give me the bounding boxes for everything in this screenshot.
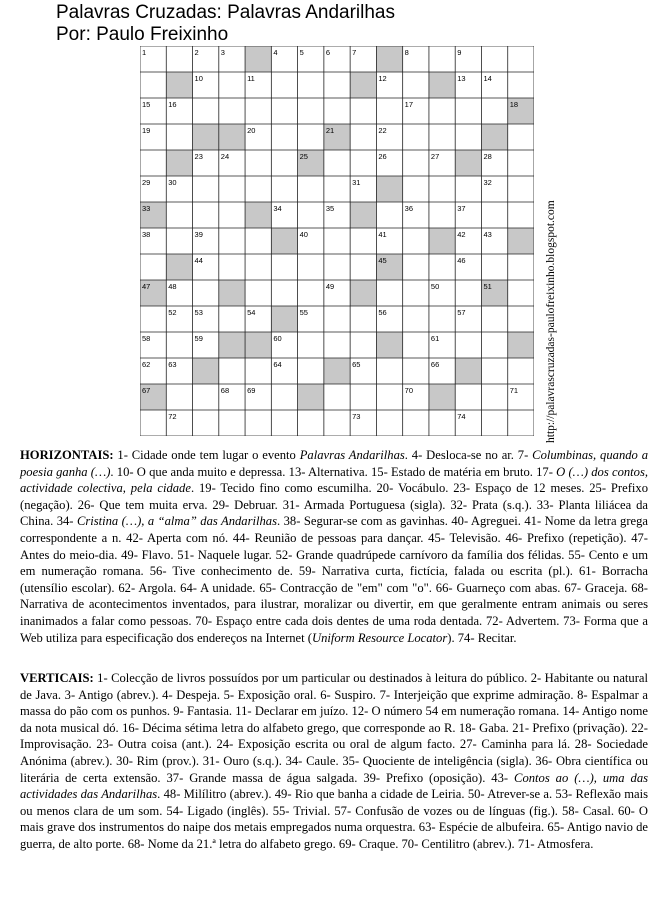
clue-number: 31 [352,178,361,187]
grid-cell[interactable] [508,150,534,176]
grid-cell[interactable] [508,72,534,98]
grid-cell[interactable] [193,410,219,436]
clue-text-italic: Palavras Andarilhas [299,448,405,462]
clue-number: 8 [404,48,409,57]
grid-cell[interactable] [271,410,297,436]
grid-cell[interactable] [508,46,534,72]
grid-cell-black [193,358,219,384]
grid-cell[interactable] [219,72,245,98]
grid-cell[interactable] [481,46,507,72]
grid-cell[interactable] [403,150,429,176]
grid-cell[interactable] [245,254,271,280]
grid-cell-black [245,46,271,72]
clue-number: 61 [430,334,440,343]
grid-cell[interactable] [166,46,192,72]
grid-cell-black [350,202,376,228]
grid-cell[interactable] [324,98,350,124]
grid-cell-black [429,72,455,98]
clue-text: 1- Colecção de livros possuídos por um particular ou destinados à leitura do público. 2- Habitante ou natural de Java. 3- Antigo (abrev.). 4- Despeja. 5- Exposição oral. 6- Suspiro. 7- Interjeição que exprime admiração. 8- Espalmar a massa do pão com os punhos. 9- Fantasia. 11- Declarar em juízo. 12- O número 54 em numeração romana. 14- Antigo nome da nota musical dó. 16- Décima sétima letra do alfabeto grego, que corresponde ao R. 18- Gaba. 21- Prefixo (privação). 22- Improvisação. 23- Outra coisa (ant.). 24- Exposição escrita ou oral de algum facto. 27- Caminha para lá. 28- Sociedade Anónima (abrev.). 30- Rim (prov.). 31- Ouro (s.q.). 34- Caule. 35- Quociente de inteligência (sigla). 36- Obra científica ou literária de certa extensão. 37- Grande massa de água salgada. 39- Prefixo (oposição). 43- [20,671,648,785]
grid-cell[interactable] [350,150,376,176]
grid-cell[interactable] [193,98,219,124]
grid-cell[interactable] [403,254,429,280]
clue-number: 46 [457,256,466,265]
grid-cell[interactable] [508,306,534,332]
grid-cell-black [193,124,219,150]
clue-number: 48 [168,282,177,291]
clue-text: . 38- Segurar-se com as gavinhas. 40- Agreguei. 41- Nome da letra grega correspondente a n. 42- Aperta com nó. 44- Reunião de pessoas para dançar. 45- Televisão. 46- Prefixo (repetição). 47- Antes do meio-dia. 49- Flavo. 51- Naquele lugar. 52- Grande quadrúpede carnívoro da família dos félidas. 55- Cento e um em numeração romana. 56- Tive conhecimento de. 59- Narrativa curta, fictícia, falada ou escrita (pl.). 61- Borracha (utensílio escolar). 62- Argola. 64- A unidade. 65- Contracção de "em" com "o". 66- Guarneço com abas. 67- Graceja. 68- Narrativa de acontecimentos inventados, para ilustrar, moralizar ou divertir, em que geralmente entram animais ou seres inanimados a falar como pessoas. 70- Espaço entre cada dois dentes de uma roda dentada. 72- Advertem. 73- Forma que a Web utiliza para especificação dos endereços na Internet ( [20,514,648,645]
grid-cell[interactable] [298,176,324,202]
clue-number: 67 [142,386,151,395]
grid-cell[interactable] [403,124,429,150]
grid-cell-black [429,228,455,254]
grid-cell[interactable] [271,98,297,124]
grid-cell[interactable] [271,254,297,280]
grid-cell-black [429,384,455,410]
clue-number: 39 [194,230,203,239]
clue-text-italic: Uniform Resource Locator [312,630,448,645]
clue-number: 65 [352,360,361,369]
grid-cell-black [219,124,245,150]
grid-cell[interactable] [508,254,534,280]
grid-cell[interactable] [245,410,271,436]
grid-cell-black [481,124,507,150]
grid-cell[interactable] [403,358,429,384]
puzzle-author: Por: Paulo Freixinho [56,24,229,45]
grid-cell[interactable] [508,124,534,150]
grid-cell-black [166,72,192,98]
grid-cell[interactable] [481,332,507,358]
clue-number: 70 [404,386,414,395]
clue-number: 41 [378,230,387,239]
grid-cell[interactable] [481,358,507,384]
clue-number: 50 [430,282,440,291]
clue-number: 35 [325,204,335,213]
grid-cell[interactable] [271,150,297,176]
clue-number: 34 [273,204,282,213]
grid-cell[interactable] [324,254,350,280]
grid-cell[interactable] [193,280,219,306]
grid-cell[interactable] [508,202,534,228]
grid-cell[interactable] [298,72,324,98]
grid-cell[interactable] [350,98,376,124]
clue-number: 27 [430,152,440,161]
clue-number: 18 [509,100,519,109]
clue-number: 30 [168,178,177,187]
clue-text-italic: Contos ao (…), uma das actividades das Andarilhas [20,770,649,802]
clue-text: . 10- O que anda muito e depressa. 13- Alternativa. 15- Estado de matéria em bruto. 17- [110,464,557,479]
clue-number: 4 [273,48,278,57]
clue-number: 53 [194,308,203,317]
grid-cell[interactable] [193,384,219,410]
vertical-clues-heading: VERTICAIS: [20,671,94,685]
grid-cell[interactable] [429,124,455,150]
puzzle-title: Palavras Cruzadas: Palavras Andarilhas [56,2,396,23]
grid-cell[interactable] [350,254,376,280]
clue-number: 66 [430,360,440,369]
grid-cell[interactable] [140,150,166,176]
grid-cell[interactable] [481,410,507,436]
horizontal-clues [20,447,648,646]
grid-cell[interactable] [508,280,534,306]
grid-cell[interactable] [219,358,245,384]
clue-number: 36 [404,204,414,213]
clue-number: 42 [457,230,466,239]
grid-cell[interactable] [324,410,350,436]
clue-number: 51 [483,282,492,291]
clue-number: 5 [299,48,304,57]
grid-cell-black [455,150,481,176]
grid-cell[interactable] [298,332,324,358]
grid-cell[interactable] [140,254,166,280]
clue-number: 63 [168,360,177,369]
grid-cell[interactable] [245,176,271,202]
grid-cell[interactable] [403,332,429,358]
clue-number: 17 [404,100,414,109]
clue-number: 38 [142,230,151,239]
grid-cell[interactable] [429,254,455,280]
crossword-grid[interactable] [140,46,534,436]
clue-number: 15 [142,100,151,109]
grid-cell-black [508,228,534,254]
horizontal-clues-text [20,448,648,645]
grid-cell-black [271,306,297,332]
grid-cell[interactable] [350,332,376,358]
grid-cell[interactable] [429,98,455,124]
grid-cell[interactable] [481,202,507,228]
clue-number: 47 [142,282,151,291]
clue-text-italic: Cristina (…), a “alma” das Andarilhas [76,514,277,529]
clue-text-italic: Columbinas, quando a poesia ganha (…) [20,448,648,479]
clue-text: ). 74- Recitar. [447,630,517,645]
grid-cell[interactable] [429,306,455,332]
clue-number: 25 [299,152,308,161]
grid-cell[interactable] [403,280,429,306]
grid-cell-black [376,46,402,72]
grid-cell[interactable] [219,228,245,254]
grid-cell[interactable] [298,254,324,280]
vertical-clues-text [20,671,648,851]
grid-cell-black [166,150,192,176]
clue-number: 52 [168,308,177,317]
grid-cell[interactable] [298,124,324,150]
clue-number: 2 [194,48,199,57]
clue-number: 40 [299,230,308,239]
clue-number: 45 [378,256,387,265]
clue-text-italic: O (…) dos contos, actividade colectiva, pela cidade [20,464,649,496]
grid-cell[interactable] [324,384,350,410]
clue-number: 73 [352,412,361,421]
grid-cell[interactable] [271,280,297,306]
clue-number: 29 [142,178,151,187]
clue-text: . 4- Desloca-se no ar. 7- [404,448,533,462]
horizontal-clues-heading: HORIZONTAIS: [20,448,114,462]
grid-cell[interactable] [140,410,166,436]
grid-cell[interactable] [350,228,376,254]
grid-cell[interactable] [298,410,324,436]
clue-number: 68 [220,386,230,395]
grid-cell[interactable] [324,150,350,176]
grid-cell[interactable] [350,384,376,410]
grid-cell[interactable] [429,46,455,72]
grid-cell[interactable] [324,332,350,358]
clue-number: 58 [142,334,151,343]
grid-cell[interactable] [403,228,429,254]
clue-number: 55 [299,308,308,317]
grid-cell[interactable] [219,254,245,280]
clue-text: . 19- Tecido fino como escumilha. 20- Vocábulo. 23- Espaço de 12 meses. 25- Prefixo (negação). 26- Que tem muita erva. 29- Debruar. 31- Armada Portuguesa (sigla). 32- Prata (s.q.). 33- Planta liliácea da China. 34- [20,481,649,529]
grid-cell[interactable] [324,306,350,332]
clue-number: 69 [247,386,256,395]
clue-number: 44 [194,256,203,265]
grid-cell[interactable] [508,410,534,436]
clue-number: 71 [509,386,519,395]
grid-cell[interactable] [271,176,297,202]
grid-cell-black [245,332,271,358]
grid-cell[interactable] [166,228,192,254]
clue-number: 56 [378,308,387,317]
clue-number: 10 [194,74,203,83]
grid-cell[interactable] [271,72,297,98]
grid-cell[interactable] [324,72,350,98]
grid-cell[interactable] [350,124,376,150]
grid-cell[interactable] [455,176,481,202]
clue-number: 32 [483,178,492,187]
grid-cell[interactable] [219,176,245,202]
grid-cell[interactable] [166,332,192,358]
clue-number: 62 [142,360,151,369]
grid-cell[interactable] [403,410,429,436]
grid-cell[interactable] [245,280,271,306]
grid-cell[interactable] [455,280,481,306]
clue-number: 21 [325,126,335,135]
clue-number: 13 [457,74,466,83]
grid-cell[interactable] [271,124,297,150]
grid-cell-black [324,358,350,384]
clue-number: 9 [457,48,462,57]
grid-cell[interactable] [324,228,350,254]
grid-cell-black [508,332,534,358]
grid-cell-black [350,72,376,98]
clue-number: 23 [194,152,203,161]
grid-cell[interactable] [245,150,271,176]
grid-cell-black [271,228,297,254]
grid-cell[interactable] [455,124,481,150]
grid-cell[interactable] [376,98,402,124]
grid-cell[interactable] [193,202,219,228]
clue-number: 49 [325,282,335,291]
grid-cell-black [219,332,245,358]
grid-cell[interactable] [429,202,455,228]
clue-number: 16 [168,100,177,109]
clue-number: 6 [325,48,331,57]
grid-cell-black [245,202,271,228]
grid-cell[interactable] [429,410,455,436]
grid-cell-black [376,332,402,358]
grid-cell[interactable] [403,306,429,332]
grid-cell[interactable] [376,410,402,436]
grid-cell[interactable] [298,358,324,384]
clue-number: 14 [483,74,492,83]
clue-number: 72 [168,412,177,421]
grid-cell[interactable] [166,202,192,228]
clue-number: 43 [483,230,492,239]
grid-cell[interactable] [429,176,455,202]
grid-cell-black [166,254,192,280]
grid-cell[interactable] [324,176,350,202]
grid-cell[interactable] [481,306,507,332]
grid-cell[interactable] [193,176,219,202]
clue-number: 74 [457,412,466,421]
clue-number: 60 [273,334,282,343]
clue-number: 37 [457,204,466,213]
clue-number: 24 [220,152,230,161]
clue-text: 1- Cidade onde tem lugar o evento [113,448,300,462]
grid-cell[interactable] [140,72,166,98]
clue-number: 28 [483,152,492,161]
clue-number: 20 [247,126,256,135]
grid-cell-black [376,176,402,202]
grid-cell[interactable] [481,98,507,124]
grid-cell[interactable] [403,176,429,202]
clue-number: 54 [247,308,256,317]
clue-number: 12 [378,74,387,83]
clue-number: 26 [378,152,387,161]
clue-number: 64 [273,360,282,369]
grid-cell[interactable] [245,98,271,124]
grid-cell[interactable] [271,384,297,410]
grid-cell-black [350,280,376,306]
grid-cell[interactable] [219,306,245,332]
grid-cell[interactable] [298,202,324,228]
grid-cell[interactable] [481,254,507,280]
clue-number: 1 [142,48,147,57]
clue-number: 59 [194,334,203,343]
grid-cell[interactable] [455,98,481,124]
grid-cell[interactable] [219,98,245,124]
grid-cell[interactable] [376,358,402,384]
clue-number: 22 [378,126,387,135]
clue-number: 19 [142,126,151,135]
grid-cell[interactable] [376,280,402,306]
grid-cell[interactable] [298,280,324,306]
grid-cell[interactable] [455,384,481,410]
clue-number: 11 [247,74,255,83]
clue-number: 7 [352,48,357,57]
grid-cell[interactable] [245,228,271,254]
grid-cell[interactable] [455,332,481,358]
grid-cell-black [455,358,481,384]
grid-cell[interactable] [298,98,324,124]
grid-cell[interactable] [219,202,245,228]
grid-cell[interactable] [140,306,166,332]
grid-cell[interactable] [403,72,429,98]
grid-cell[interactable] [166,124,192,150]
grid-cell-black [219,280,245,306]
grid-cell[interactable] [376,202,402,228]
grid-cell[interactable] [376,384,402,410]
grid-cell[interactable] [245,358,271,384]
grid-cell[interactable] [508,176,534,202]
grid-cell[interactable] [481,384,507,410]
grid-cell[interactable] [350,306,376,332]
clue-text: . 48- Milílitro (abrev.). 49- Rio que banha a cidade de Leiria. 50- Atrever-se a. 53- Reflexão mais ou menos clara de um som. 54- Ligado (inglês). 55- Trivial. 57- Confusão de vozes ou de línguas (fig.). 58- Casal. 60- O mais grave dos instrumentos do naipe dos metais empregados numa orquestra. 63- Espécie de albufeira. 65- Antigo navio de guerra, de alto porte. 68- Nome da 21.ª letra do alfabeto grego. 69- Craque. 70- Centilitro (abrev.). 71- Atmosfera. [20,787,648,851]
blog-url: http://palavrascruzadas-paulofreixinho.blogspot.com [545,200,557,443]
clue-number: 33 [142,204,151,213]
clue-number: 57 [457,308,466,317]
grid-cell[interactable] [166,384,192,410]
grid-cell[interactable] [219,410,245,436]
grid-cell-black [298,384,324,410]
vertical-clues [20,670,648,853]
clue-number: 3 [220,48,225,57]
grid-cell[interactable] [508,358,534,384]
